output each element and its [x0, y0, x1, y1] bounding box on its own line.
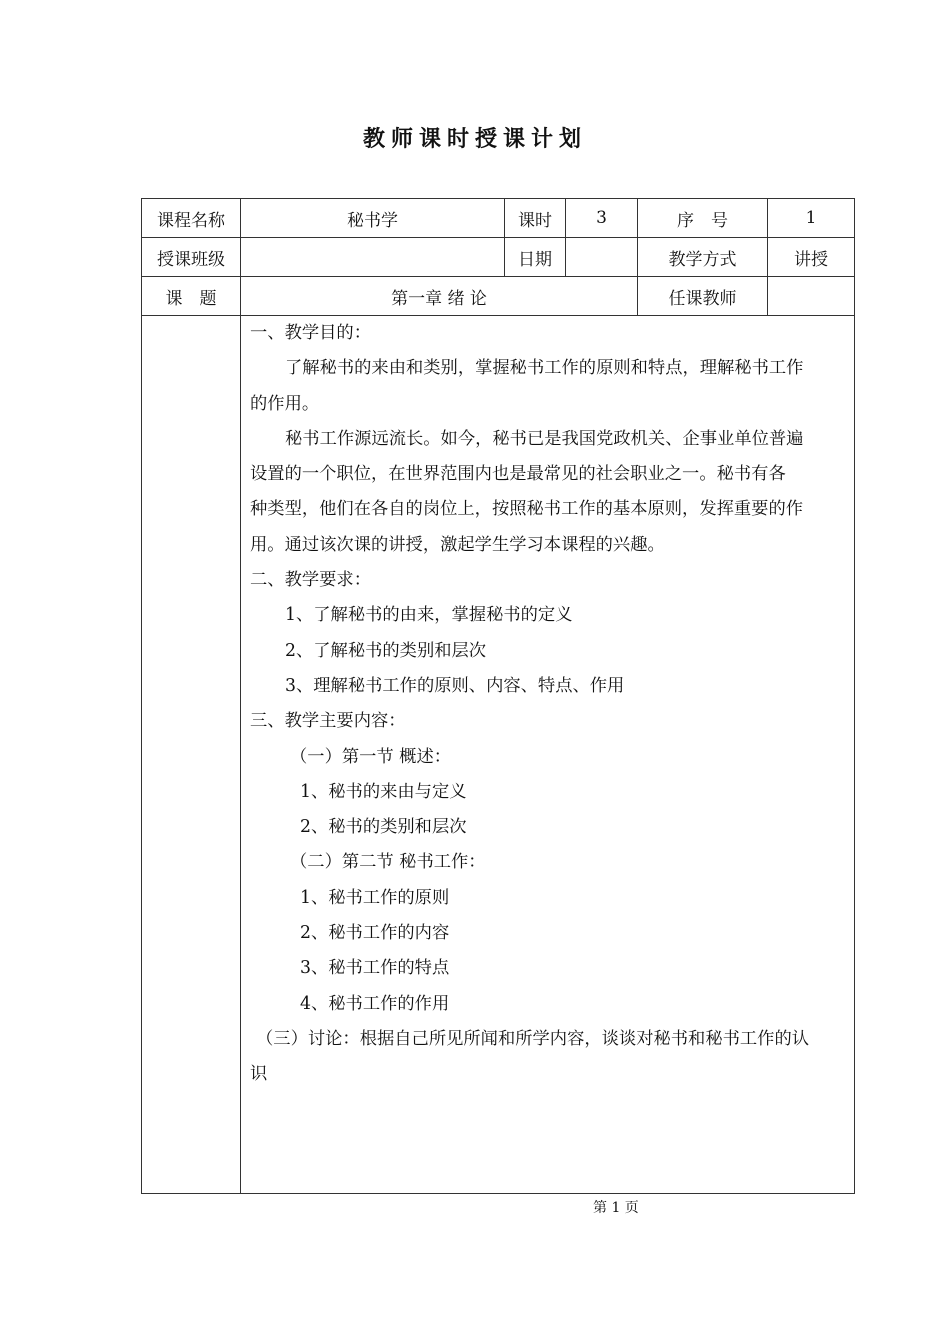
list-item: 1、了解秘书的由来，掌握秘书的定义: [285, 605, 573, 626]
list-item: 2、秘书的类别和层次: [300, 817, 467, 838]
hours-label: 课时: [505, 199, 566, 238]
list-item: 2、了解秘书的类别和层次: [285, 640, 487, 661]
sequence-label: 序 号: [638, 199, 768, 238]
subsection-heading: （一）第一节 概述：: [290, 746, 452, 767]
teacher-label: 任课教师: [638, 277, 768, 316]
course-name-value: 秘书学: [241, 199, 505, 238]
list-item: 1、秘书的来由与定义: [300, 781, 467, 802]
paragraph-line: （三）讨论：根据自己所见所闻和所学内容，谈谈对秘书和秘书工作的认: [256, 1028, 810, 1049]
subsection-heading: （二）第二节 秘书工作：: [290, 852, 486, 873]
class-label: 授课班级: [142, 238, 241, 277]
table-row: [142, 316, 855, 1194]
paragraph-line: 用。通过该次课的讲授，激起学生学习本课程的兴趣。: [250, 534, 665, 555]
paragraph-line: 种类型，他们在各自的岗位上，按照秘书工作的基本原则，发挥重要的作: [250, 499, 804, 520]
method-value: 讲授: [768, 238, 855, 277]
teacher-value: [768, 277, 855, 316]
list-item: 1、秘书工作的原则: [300, 887, 450, 908]
list-item: 3、理解秘书工作的原则、内容、特点、作用: [285, 675, 625, 696]
topic-label: 课 题: [142, 277, 241, 316]
paragraph-line: 秘书工作源远流长。如今，秘书已是我国党政机关、企事业单位普遍: [285, 428, 804, 449]
sequence-value: 1: [768, 199, 855, 238]
paragraph-line: 了解秘书的来由和类别，掌握秘书工作的原则和特点，理解秘书工作: [285, 358, 804, 379]
page-number: 第 1 页: [593, 1200, 639, 1216]
lesson-plan-table: [141, 198, 855, 1194]
section-heading: 三、教学主要内容：: [250, 711, 406, 732]
list-item: 4、秘书工作的作用: [300, 993, 450, 1014]
list-item: 3、秘书工作的特点: [300, 958, 450, 979]
hours-value: 3: [566, 199, 638, 238]
course-name-label: 课程名称: [142, 199, 241, 238]
table-row: [142, 238, 855, 277]
date-label: 日期: [505, 238, 566, 277]
content-cell: [241, 316, 855, 1194]
list-item: 2、秘书工作的内容: [300, 923, 450, 944]
date-value: [566, 238, 638, 277]
paragraph-line: 的作用。: [250, 393, 320, 414]
left-blank-cell: [142, 316, 241, 1194]
section-heading: 二、教学要求：: [250, 570, 371, 591]
class-value: [241, 238, 505, 277]
document-title: 教师课时授课计划: [362, 126, 587, 152]
method-label: 教学方式: [638, 238, 768, 277]
paragraph-line: 设置的一个职位，在世界范围内也是最常见的社会职业之一。秘书有各: [250, 464, 786, 485]
table-row: [142, 277, 855, 316]
topic-value: 第一章 绪 论: [241, 277, 638, 316]
paragraph-line: 识: [250, 1064, 268, 1085]
table-row: [142, 199, 855, 238]
section-heading: 一、教学目的：: [250, 323, 371, 343]
